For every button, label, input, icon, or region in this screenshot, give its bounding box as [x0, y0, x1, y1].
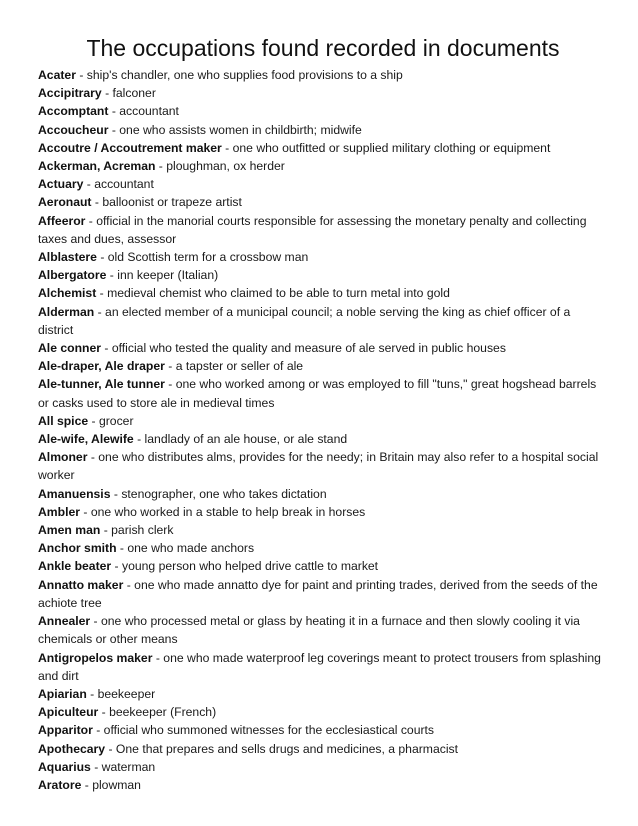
occupation-term: Accoucheur — [38, 122, 109, 137]
list-item — [38, 557, 608, 575]
list-item — [38, 685, 608, 703]
list-item — [38, 121, 608, 139]
list-item — [38, 649, 608, 685]
occupation-term: Affeeror — [38, 213, 86, 228]
list-item — [38, 576, 608, 612]
list-item — [38, 284, 608, 302]
occupation-definition: - inn keeper (Italian) — [106, 268, 219, 283]
occupation-term: Ambler — [38, 504, 80, 519]
occupation-definition: - old Scottish term for a crossbow man — [96, 250, 309, 265]
occupation-definition: - ship's chandler, one who supplies food provisions to a ship — [75, 68, 403, 82]
occupation-term: Ale-draper, Ale draper — [38, 359, 165, 374]
list-item — [38, 740, 608, 758]
occupation-term: Alblastere — [38, 250, 97, 265]
list-item — [38, 303, 608, 339]
occupation-definition: - an elected member of a municipal council; a noble serving the king as chief officer of a district — [38, 304, 571, 337]
list-item — [38, 430, 608, 448]
occupation-definition: - stenographer, one who takes dictation — [110, 486, 327, 501]
occupation-term: Antigropelos maker — [38, 650, 153, 665]
list-item — [38, 84, 608, 102]
occupation-term: Anchor smith — [38, 541, 117, 556]
list-item — [38, 193, 608, 211]
occupation-definition: - one who worked in a stable to help break in horses — [80, 504, 366, 519]
occupation-term: Ackerman, Acreman — [38, 159, 156, 174]
occupation-definition: - one who made waterproof leg coverings meant to protect trousers from splashing and dirt — [38, 650, 601, 683]
occupation-definition: - waterman — [90, 759, 156, 774]
occupation-term: Actuary — [38, 177, 84, 192]
occupation-definition: - parish clerk — [100, 523, 174, 538]
occupation-definition: - young person who helped drive cattle to market — [111, 559, 379, 574]
occupation-definition: - balloonist or trapeze artist — [91, 195, 242, 210]
list-item — [38, 539, 608, 557]
list-item — [38, 412, 608, 430]
occupation-term: Amanuensis — [38, 486, 111, 501]
list-item — [38, 703, 608, 721]
list-item — [38, 175, 608, 193]
occupation-term: Ale-wife, Alewife — [38, 432, 134, 447]
occupation-term: Apiarian — [38, 686, 87, 701]
list-item — [38, 521, 608, 539]
occupation-definition: - a tapster or seller of ale — [164, 359, 304, 374]
occupation-definition: - ploughman, ox herder — [155, 159, 285, 174]
list-item — [38, 448, 608, 484]
occupation-definition: - beekeeper — [86, 686, 156, 701]
occupation-definition: - accountant — [108, 104, 179, 119]
occupation-term: Apiculteur — [38, 705, 99, 720]
occupation-term: Annealer — [38, 614, 91, 629]
list-item — [38, 212, 608, 248]
occupation-definition: - medieval chemist who claimed to be able to turn metal into gold — [96, 286, 450, 301]
list-item — [38, 485, 608, 503]
occupation-definition: - accountant — [83, 177, 154, 192]
occupation-term: Alderman — [38, 304, 95, 319]
occupation-definition: - one who assists women in childbirth; midwife — [108, 122, 362, 137]
occupation-term: Accipitrary — [38, 86, 102, 101]
occupation-term: Annatto maker — [38, 577, 124, 592]
occupation-term: Ale conner — [38, 341, 101, 356]
occupation-definition: - one who distributes alms, provides for the needy; in Britain may also refer to a hospital social worker — [38, 450, 599, 483]
list-item — [38, 357, 608, 375]
occupation-definition: - official who tested the quality and measure of ale served in public houses — [101, 341, 506, 356]
page-title: The occupations found recorded in documents — [86, 35, 560, 61]
occupation-term: Almoner — [38, 450, 88, 465]
list-item — [38, 102, 608, 120]
occupation-definition: - official in the manorial courts responsible for assessing the monetary penalty and collecting taxes and dues, assessor — [38, 213, 587, 246]
occupation-definition: - plowman — [81, 777, 141, 792]
occupation-definition: - official who summoned witnesses for the ecclesiastical courts — [92, 723, 435, 738]
list-item — [38, 157, 608, 175]
list-item — [38, 248, 608, 266]
occupation-list — [38, 66, 608, 794]
list-item — [38, 721, 608, 739]
list-item — [38, 375, 608, 411]
list-item — [38, 612, 608, 648]
occupation-term: Apothecary — [38, 741, 106, 756]
occupation-definition: - one who outfitted or supplied military clothing or equipment — [221, 140, 551, 155]
occupation-definition: - One that prepares and sells drugs and medicines, a pharmacist — [105, 741, 459, 756]
occupation-term: Albergatore — [38, 268, 107, 283]
occupation-definition: - landlady of an ale house, or ale stand — [133, 432, 348, 447]
list-item — [38, 139, 608, 157]
list-item — [38, 503, 608, 521]
occupation-term: Alchemist — [38, 286, 97, 301]
occupation-term: Ankle beater — [38, 559, 112, 574]
occupation-term: Apparitor — [38, 723, 93, 738]
occupation-term: Amen man — [38, 523, 101, 538]
occupation-definition: - one who worked among or was employed to fill "tuns," great hogshead barrels or casks used to store ale in medieval times — [38, 377, 597, 410]
occupation-term: Aeronaut — [38, 195, 92, 210]
occupation-definition: - one who made annatto dye for paint and printing trades, derived from the seeds of the achiote tree — [38, 577, 598, 610]
occupation-term: Accomptant — [38, 104, 109, 119]
list-item — [38, 266, 608, 284]
occupation-definition: - falconer — [101, 86, 156, 101]
occupation-term: Aquarius — [38, 759, 91, 774]
occupation-term: Aratore — [38, 777, 82, 792]
list-item — [38, 339, 608, 357]
list-item — [38, 66, 608, 84]
occupation-definition: - one who processed metal or glass by heating it in a furnace and then slowly cooling it via chemicals or other means — [38, 614, 580, 647]
occupation-definition: - grocer — [88, 413, 134, 428]
occupation-term: Acater — [38, 68, 76, 82]
occupation-term: All spice — [38, 413, 89, 428]
occupation-term: Ale-tunner, Ale tunner — [38, 377, 165, 392]
occupation-definition: - one who made anchors — [116, 541, 255, 556]
occupation-term: Accoutre / Accoutrement maker — [38, 140, 222, 155]
occupation-definition: - beekeeper (French) — [98, 705, 217, 720]
list-item — [38, 776, 608, 794]
list-item — [38, 758, 608, 776]
